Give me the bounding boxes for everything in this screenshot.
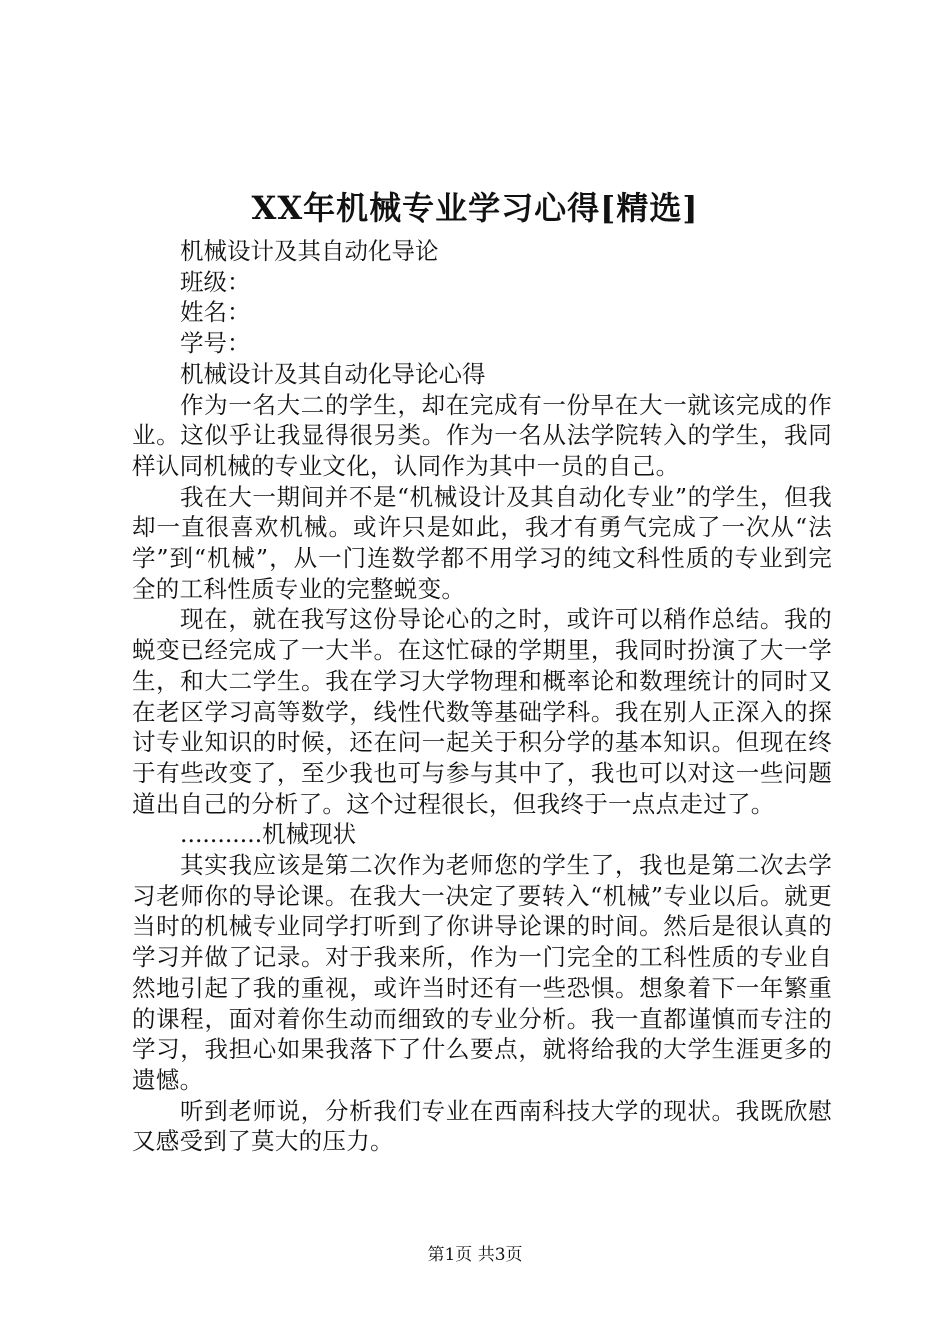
- paragraph-5: 听到老师说，分析我们专业在西南科技大学的现状。我既欣慰又感受到了莫大的压力。: [132, 1096, 832, 1156]
- essay-subtitle: 机械设计及其自动化导论心得: [180, 359, 486, 388]
- document-title: XX年机械专业学习心得[精选]: [251, 189, 699, 227]
- name-field-label: 姓名：: [180, 298, 251, 327]
- paragraph-3: 现在，就在我写这份导论心的之时，或许可以稍作总结。我的蜕变已经完成了一大半。在这忙碌的学期里，我同时扮演了大一学生，和大二学生。我在学习大学物理和概率论和数理统计的同时又在老区学习高等数学，线性代数等基础学科。我在别人正深入的探讨专业知识的时候，还在问一起关于积分学的基本知识。但现在终于有些改变了，至少我也可与参与其中了，我也可以对这一些问题道出自己的分析了。这个过程很长，但我终于一点点走过了。: [132, 605, 832, 818]
- class-field-label: 班级：: [180, 267, 251, 296]
- page-number-footer: 第1页 共3页: [427, 1245, 523, 1265]
- paragraph-1: 作为一名大二的学生，却在完成有一份早在大一就该完成的作业。这似乎让我显得很另类。作为一名从法学院转入的学生，我同样认同机械的专业文化，认同作为其中一员的自己。: [132, 390, 832, 480]
- document-body: [132, 236, 832, 1157]
- paragraph-2: 我在大一期间并不是“机械设计及其自动化专业”的学生，但我却一直很喜欢机械。或许只是如此，我才有勇气完成了一次从“法学”到“机械”，从一门连数学都不用学习的纯文科性质的专业到完全的工科性质专业的完整蜕变。: [132, 482, 832, 603]
- course-name-line: 机械设计及其自动化导论: [180, 237, 439, 265]
- section-heading: ...........机械现状: [180, 820, 357, 849]
- paragraph-4: 其实我应该是第二次作为老师您的学生了，我也是第二次去学习老师你的导论课。在我大一决定了要转入“机械”专业以后。就更当时的机械专业同学打听到了你讲导论课的时间。然后是很认真的学习并做了记录。对于我来所，作为一门完全的工科性质的专业自然地引起了我的重视，或许当时还有一些恐惧。想象着下一年繁重的课程，面对着你生动而细致的专业分析。我一直都谨慎而专注的学习，我担心如果我落下了什么要点，就将给我的大学生涯更多的遗憾。: [132, 851, 832, 1094]
- student-id-field-label: 学号：: [180, 329, 251, 358]
